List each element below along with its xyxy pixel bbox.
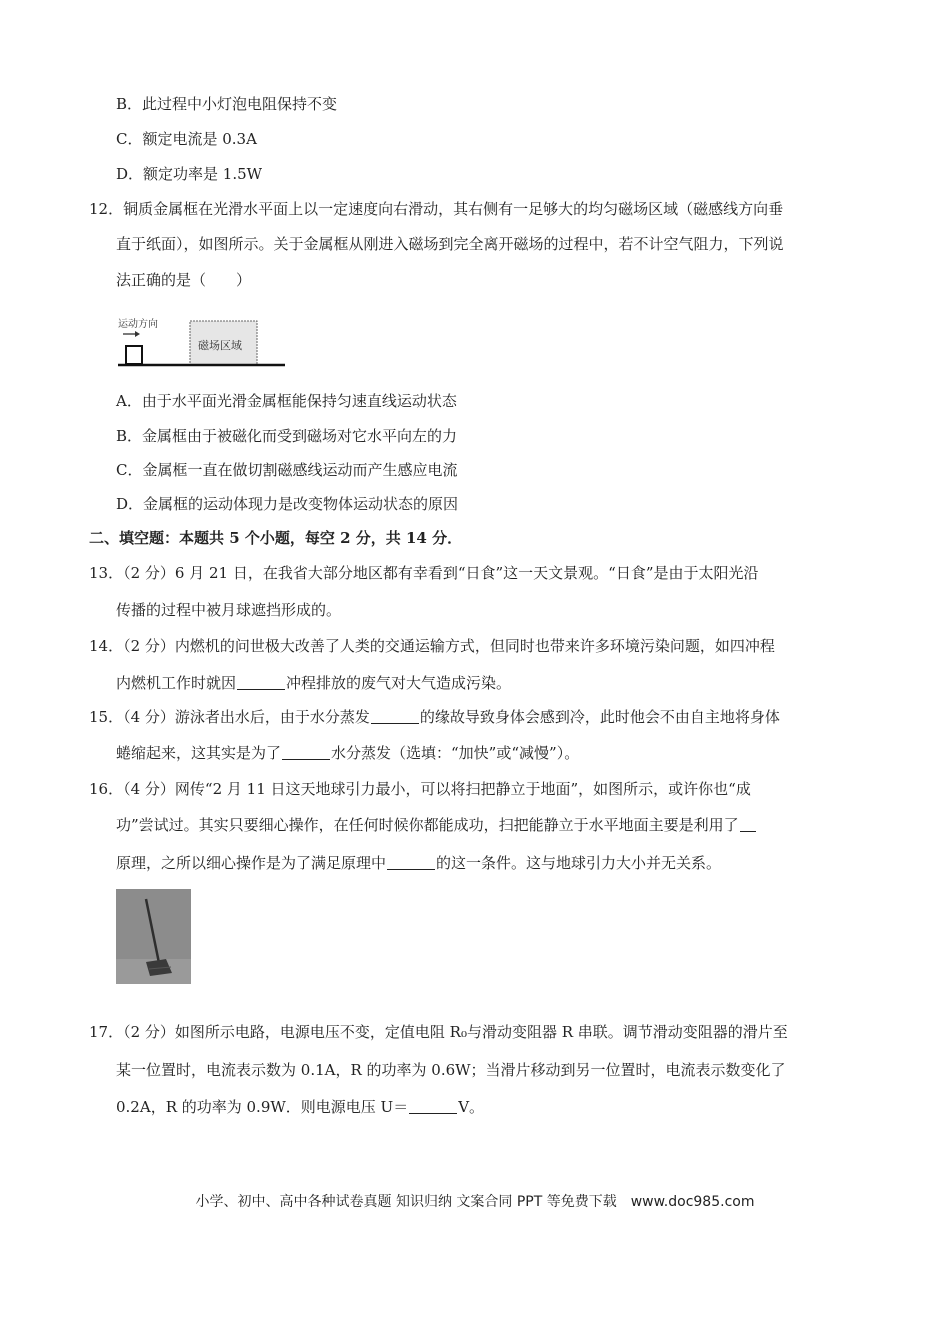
q13-line2: 传播的过程中被月球遮挡形成的。 <box>116 601 342 619</box>
q11-option-d: D．额定功率是 1.5W <box>116 165 263 183</box>
q13-line1: 13．（2 分）6 月 21 日，在我省大部分地区都有幸看到“日食”这一天文景观。“日食”是由于太阳光沿 <box>89 564 759 582</box>
q12-stem-line3: 法正确的是（ ） <box>116 271 252 289</box>
q16-line3: 原理，之所以细心操作是为了满足原理中 的这一条件。这与地球引力大小并无关系。 <box>116 854 722 872</box>
q11-option-b: B．此过程中小灯泡电阻保持不变 <box>116 95 338 113</box>
q12-option-d: D．金属框的运动体现力是改变物体运动状态的原因 <box>116 495 459 513</box>
answer-blank <box>409 1099 457 1114</box>
q15-line2: 蜷缩起来，这其实是为了 水分蒸发（选填：“加快”或“减慢”）。 <box>116 744 580 762</box>
q14-line1: 14．（2 分）内燃机的问世极大改善了人类的交通运输方式，但同时也带来许多环境污染问题，如四冲程 <box>89 637 775 655</box>
q16-line2: 功”尝试过。其实只要细心操作，在任何时候你都能成功，扫把能静立于水平地面主要是利用了 <box>116 815 757 835</box>
section-heading: 二、填空题：本题共 5 个小题，每空 2 分，共 14 分． <box>89 529 463 547</box>
answer-blank <box>387 855 435 870</box>
broom-photo <box>116 889 191 984</box>
q17-line1: 17．（2 分）如图所示电路，电源电压不变，定值电阻 R₀与滑动变阻器 R 串联。调节滑动变阻器的滑片至 <box>89 1023 788 1041</box>
metal-frame <box>126 346 142 364</box>
q12-stem-line2: 直于纸面），如图所示。关于金属框从刚进入磁场到完全离开磁场的过程中，若不计空气阻力，下列说 <box>116 235 784 253</box>
q12-stem-line1: 12．铜质金属框在光滑水平面上以一定速度向右滑动，其右侧有一足够大的均匀磁场区域（磁感线方向垂 <box>89 200 784 218</box>
magnetic-field-figure <box>117 313 287 369</box>
q11-option-c: C．额定电流是 0.3A <box>116 130 257 148</box>
answer-blank <box>282 745 330 760</box>
region-label: 磁场区域 <box>198 339 242 352</box>
q12-option-b: B．金属框由于被磁化而受到磁场对它水平向左的力 <box>116 427 458 445</box>
q15-line1: 15．（4 分）游泳者出水后，由于水分蒸发 的缘故导致身体会感到冷，此时他会不由自主地将身体 <box>89 708 780 726</box>
page-footer: 小学、初中、高中各种试卷真题 知识归纳 文案合同 PPT 等免费下载 www.doc985.com <box>195 1194 755 1210</box>
direction-label: 运动方向 <box>118 319 158 330</box>
answer-blank <box>371 709 419 724</box>
q17-line3: 0.2A，R 的功率为 0.9W．则电源电压 U＝ V。 <box>116 1098 485 1116</box>
answer-blank <box>237 675 285 690</box>
q12-option-a: A．由于水平面光滑金属框能保持匀速直线运动状态 <box>116 392 457 410</box>
answer-blank <box>740 817 756 832</box>
q14-line2: 内燃机工作时就因 冲程排放的废气对大气造成污染。 <box>116 674 512 692</box>
q16-line1: 16．（4 分）网传“2 月 11 日这天地球引力最小，可以将扫把静立于地面”，如图所示，或许你也“成 <box>89 780 751 798</box>
q12-option-c: C．金属框一直在做切割磁感线运动而产生感应电流 <box>116 461 458 479</box>
q17-line2: 某一位置时，电流表示数为 0.1A，R 的功率为 0.6W；当滑片移动到另一位置时，电流表示数变化了 <box>116 1061 786 1079</box>
